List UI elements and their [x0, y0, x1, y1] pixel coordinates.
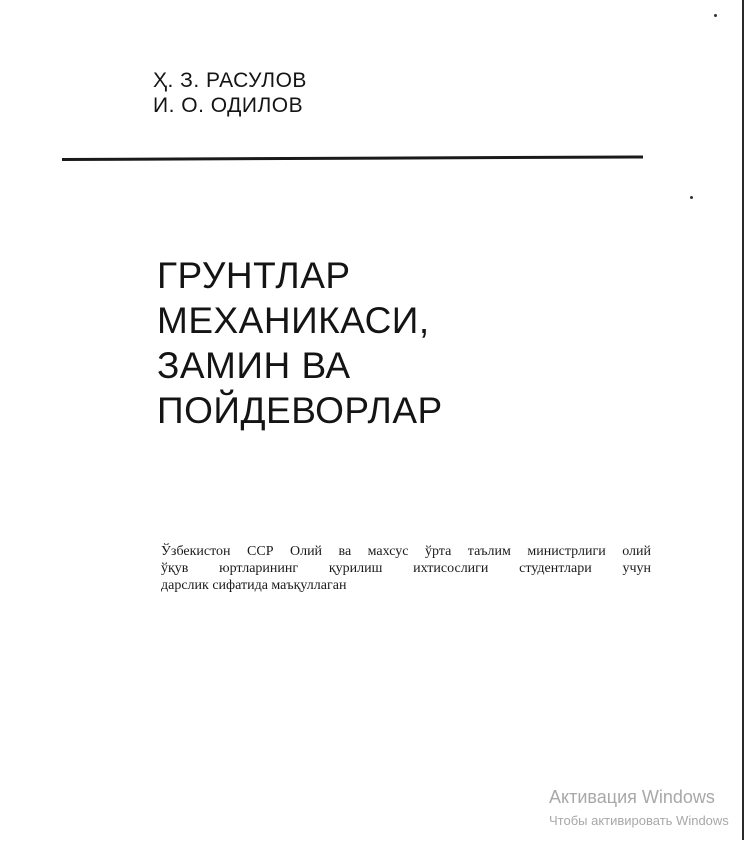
approval-line: дарслик сифатида маъқуллаган — [161, 578, 347, 593]
title-line: ГРУНТЛАР — [157, 255, 351, 296]
title-line: МЕХАНИКАСИ, — [157, 300, 430, 341]
page-edge — [742, 0, 744, 840]
authors — [153, 68, 307, 118]
book-title — [157, 253, 443, 433]
scan-speck — [714, 14, 717, 17]
author-name: Ҳ. З. РАСУЛОВ — [153, 69, 307, 92]
title-line: ПОЙДЕВОРЛАР — [157, 390, 443, 431]
watermark-subtitle: Чтобы активировать Windows — [549, 813, 729, 828]
horizontal-rule — [62, 155, 643, 161]
title-line: ЗАМИН ВА — [157, 345, 351, 386]
author-name: И. О. ОДИЛОВ — [153, 94, 304, 117]
watermark-title: Активация Windows — [549, 787, 715, 807]
windows-activation-watermark — [549, 786, 729, 830]
approval-line: ўқув юртларининг қурилиш ихтисослиги студентлари учун — [161, 561, 651, 576]
scan-speck — [690, 196, 693, 199]
approval-line: Ўзбекистон ССР Олий ва махсус ўрта таълим министрлиги олий — [161, 544, 651, 559]
approval-note — [161, 543, 651, 594]
